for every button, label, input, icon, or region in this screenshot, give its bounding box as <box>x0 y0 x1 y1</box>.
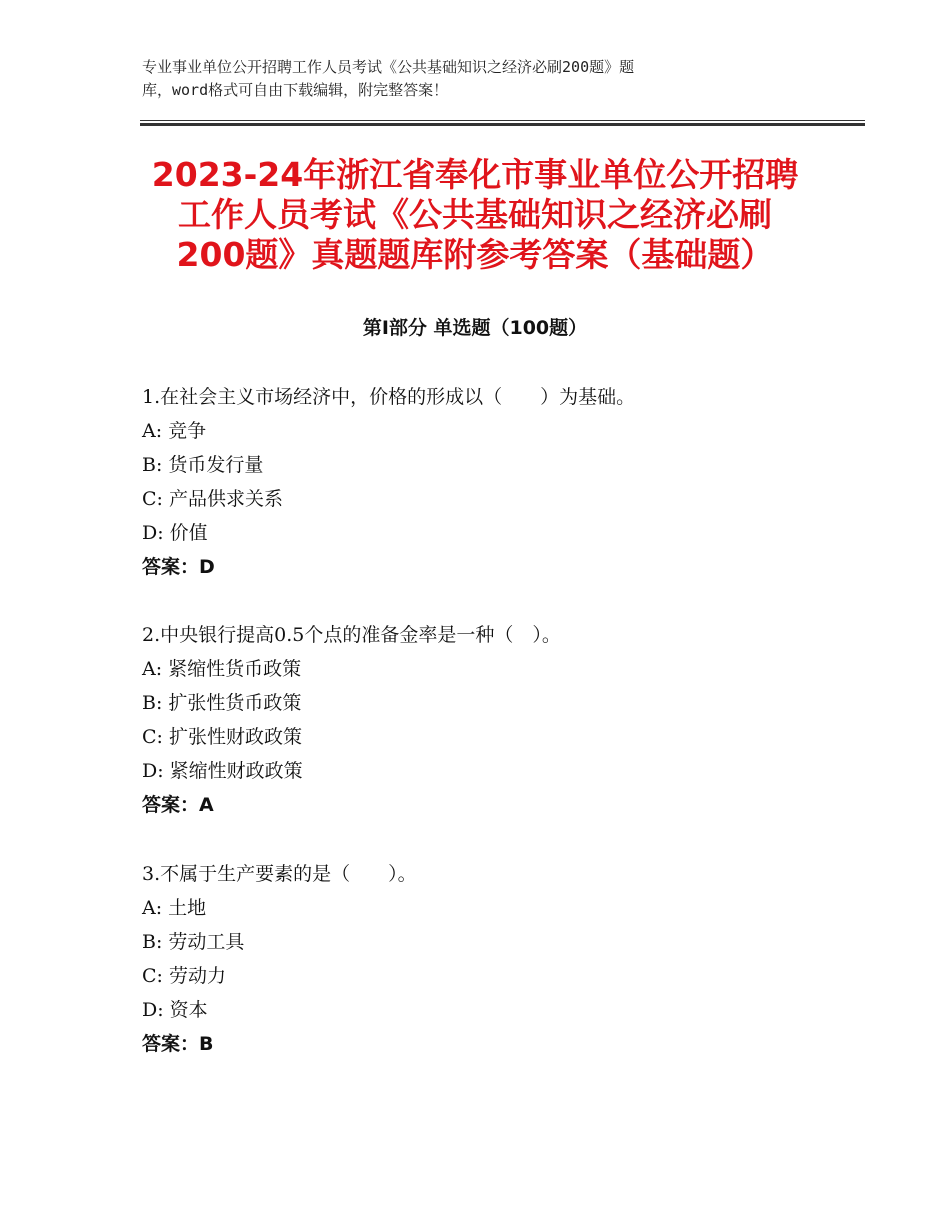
document-title-line-3: 200题》真题题库附参考答案（基础题） <box>176 235 774 274</box>
question-stem: 1.在社会主义市场经济中，价格的形成以（ ）为基础。 <box>142 386 636 408</box>
header-note-line-1: 专业事业单位公开招聘工作人员考试《公共基础知识之经济必刷200题》题 <box>142 58 635 76</box>
document-title <box>120 155 830 275</box>
document-title-line-2: 工作人员考试《公共基础知识之经济必刷 <box>178 195 772 234</box>
section-title: 第Ⅰ部分 单选题（100题） <box>362 317 588 339</box>
option-d: D: 紧缩性财政政策 <box>142 760 303 782</box>
option-d: D: 资本 <box>142 999 208 1021</box>
header-note-line-2: 库，word格式可自由下载编辑，附完整答案！ <box>142 81 449 99</box>
option-a: A: 紧缩性货币政策 <box>142 658 302 680</box>
header-note <box>142 56 782 102</box>
option-c: C: 扩张性财政政策 <box>142 726 302 748</box>
question-block <box>142 857 842 1061</box>
option-c: C: 产品供求关系 <box>142 488 283 510</box>
option-a: A: 竞争 <box>142 420 207 442</box>
option-d: D: 价值 <box>142 522 208 544</box>
question-block <box>142 380 842 584</box>
option-b: B: 劳动工具 <box>142 931 245 953</box>
answer: 答案：B <box>142 1033 214 1055</box>
answer: 答案：D <box>142 556 215 578</box>
question-block <box>142 618 842 822</box>
question-stem: 2.中央银行提高0.5个点的准备金率是一种（ ）。 <box>142 624 561 646</box>
document-title-line-1: 2023-24年浙江省奉化市事业单位公开招聘 <box>151 155 799 194</box>
question-stem: 3.不属于生产要素的是（ ）。 <box>142 863 417 885</box>
option-b: B: 货币发行量 <box>142 454 264 476</box>
header-rule-bottom <box>140 123 865 126</box>
header-rule-top <box>140 120 865 121</box>
option-a: A: 土地 <box>142 897 207 919</box>
answer: 答案：A <box>142 794 214 816</box>
option-b: B: 扩张性货币政策 <box>142 692 302 714</box>
option-c: C: 劳动力 <box>142 965 226 987</box>
